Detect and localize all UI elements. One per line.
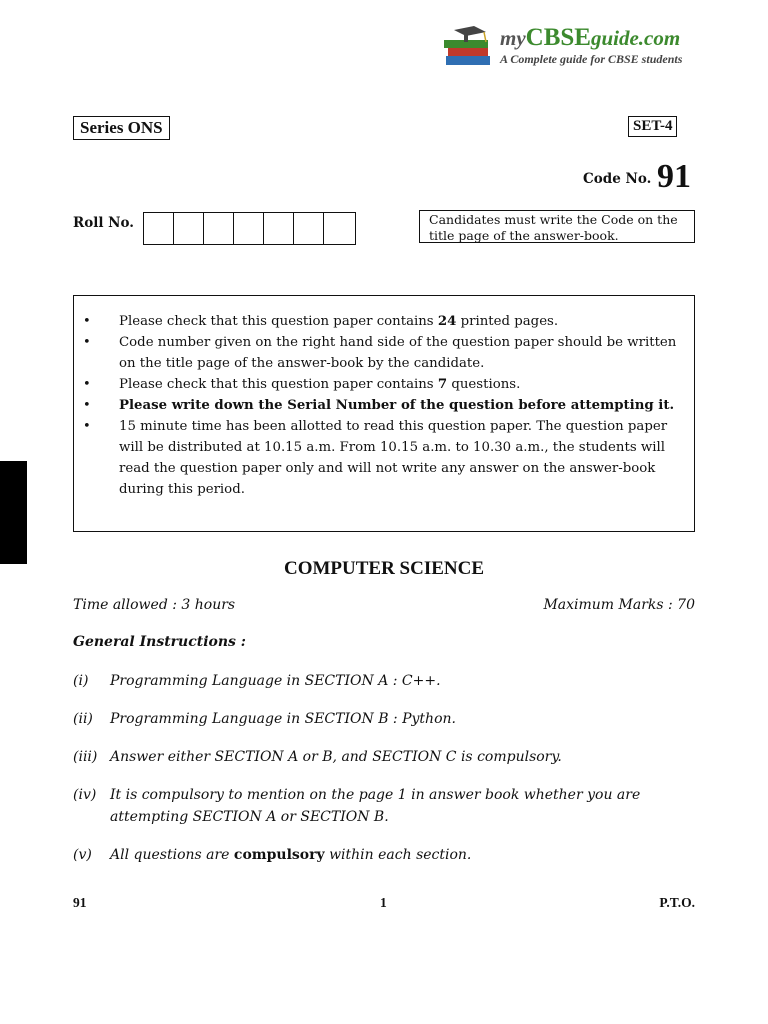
bullet-icon: •	[83, 398, 91, 413]
instruction-item: (iv) It is compulsory to mention on the page 1 in answer book whether you are attempting SECTION A or SECTION B.	[73, 787, 641, 825]
maximum-marks: Maximum Marks : 70	[543, 597, 695, 613]
roll-digit-box[interactable]	[324, 213, 355, 244]
general-instructions-heading: General Instructions :	[73, 634, 246, 650]
series-label: Series ONS	[73, 116, 170, 140]
bullet-icon: •	[83, 419, 91, 434]
roll-digit-box[interactable]	[264, 213, 294, 244]
roll-digit-box[interactable]	[234, 213, 264, 244]
roll-label: Roll No.	[73, 215, 134, 231]
instruction-item: (ii) Programming Language in SECTION B : Python.	[73, 711, 456, 727]
instruction-item: (i) Programming Language in SECTION A : C++.	[73, 673, 441, 689]
notice-box	[73, 295, 695, 532]
notice-item: • Please write down the Serial Number of the question before attempting it.	[119, 395, 686, 416]
roll-digit-box[interactable]	[174, 213, 204, 244]
page-number: 1	[380, 895, 387, 910]
code-number: 91	[657, 158, 691, 195]
roll-digit-box[interactable]	[204, 213, 234, 244]
footer-code: 91	[73, 895, 87, 910]
bullet-icon: •	[83, 335, 91, 350]
notice-item: • 15 minute time has been allotted to read this question paper. The question paper will be distributed at 10.15 a.m. From 10.15 a.m. to 10.30 a.m., the students will read the question paper only and will not write any answer on the answer-book during this period.	[119, 416, 686, 500]
candidate-note: Candidates must write the Code on the title page of the answer-book.	[419, 210, 695, 243]
paper-title: COMPUTER SCIENCE	[283, 558, 485, 579]
notice-item: • Please check that this question paper contains 24 printed pages.	[119, 311, 686, 332]
notice-item: • Code number given on the right hand side of the question paper should be written on the title page of the answer-book by the candidate.	[119, 332, 686, 374]
time-allowed: Time allowed : 3 hours	[73, 597, 236, 613]
bullet-icon: •	[83, 314, 91, 329]
roll-digit-box[interactable]	[144, 213, 174, 244]
scan-margin-bar	[0, 461, 27, 564]
logo-brand: myCBSEguide.com	[500, 24, 681, 51]
roll-number-boxes	[143, 212, 356, 245]
code-label: Code No.	[583, 171, 652, 187]
pto-label: P.T.O.	[659, 895, 695, 910]
instruction-item: (v) All questions are compulsory within each section.	[73, 847, 472, 863]
set-label: SET-4	[628, 116, 677, 137]
site-logo	[440, 22, 710, 70]
logo-tagline: A Complete guide for CBSE students	[500, 52, 683, 66]
notice-item: • Please check that this question paper contains 7 questions.	[119, 374, 686, 395]
bullet-icon: •	[83, 377, 91, 392]
books-logo-icon	[440, 26, 496, 70]
instruction-item: (iii) Answer either SECTION A or B, and SECTION C is compulsory.	[73, 749, 562, 765]
notice-list	[74, 296, 694, 500]
roll-digit-box[interactable]	[294, 213, 324, 244]
